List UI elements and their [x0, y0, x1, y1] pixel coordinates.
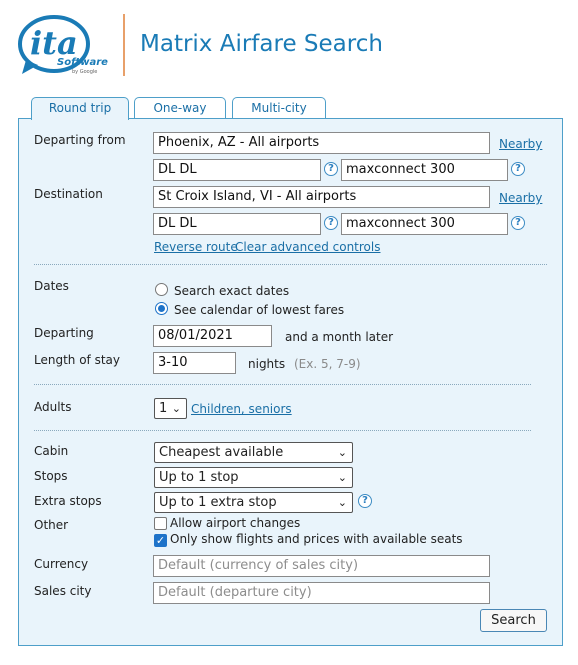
cabin-select-value: Cheapest available: [159, 445, 284, 460]
logo-by-google: by Google: [72, 69, 98, 75]
length-of-stay-label: Length of stay: [34, 353, 120, 367]
length-of-stay-example: (Ex. 5, 7-9): [294, 357, 361, 371]
ita-software-logo: [16, 12, 108, 78]
destination-label: Destination: [34, 187, 103, 201]
section-divider: [34, 430, 531, 431]
stops-select[interactable]: [154, 467, 353, 488]
search-button[interactable]: Search: [480, 609, 547, 632]
chevron-down-icon: ⌄: [337, 471, 347, 484]
cabin-select[interactable]: [154, 442, 353, 463]
currency-label: Currency: [34, 557, 89, 571]
logo-wordmark: ita: [30, 24, 78, 62]
only-available-seats-checkbox[interactable]: ✓: [155, 534, 166, 547]
chevron-down-icon: ⌄: [337, 496, 347, 509]
departing-routing-input[interactable]: maxconnect 300: [341, 159, 508, 181]
dates-label: Dates: [34, 279, 69, 293]
departing-carriers-input[interactable]: DL DL: [153, 159, 321, 181]
tab-one-way[interactable]: One-way: [134, 97, 226, 119]
sales-city-input[interactable]: Default (departure city): [153, 582, 490, 604]
stops-select-value: Up to 1 stop: [159, 470, 239, 485]
allow-airport-changes-checkbox[interactable]: [154, 517, 167, 530]
help-icon[interactable]: ?: [511, 162, 525, 176]
length-of-stay-input[interactable]: 3-10: [153, 352, 236, 374]
calendar-fares-label: See calendar of lowest fares: [174, 303, 345, 317]
stops-label: Stops: [34, 469, 68, 483]
destination-input[interactable]: St Croix Island, VI - All airports: [153, 186, 490, 208]
tab-round-trip[interactable]: Round trip: [31, 97, 129, 120]
logo-software: Software: [57, 57, 108, 68]
adults-select-value: 1: [159, 401, 168, 416]
nights-unit: nights: [248, 357, 286, 371]
help-icon[interactable]: ?: [511, 216, 525, 230]
departing-nearby-link[interactable]: Nearby: [499, 137, 543, 151]
destination-routing-input[interactable]: maxconnect 300: [341, 213, 508, 235]
logo-graphic: [16, 12, 108, 78]
departing-date-suffix: and a month later: [285, 330, 394, 344]
sales-city-label: Sales city: [34, 584, 92, 598]
tab-multi-city[interactable]: Multi-city: [232, 97, 326, 119]
only-available-seats-label: Only show flights and prices with available seats: [170, 532, 463, 546]
calendar-fares-radio[interactable]: [155, 302, 168, 315]
children-seniors-link[interactable]: Children, seniors: [191, 402, 292, 416]
other-label: Other: [34, 518, 69, 532]
reverse-route-link[interactable]: Reverse route: [154, 240, 238, 254]
section-divider: [34, 384, 531, 385]
departing-from-label: Departing from: [34, 133, 126, 147]
departing-date-input[interactable]: 08/01/2021: [153, 325, 272, 347]
currency-input[interactable]: Default (currency of sales city): [153, 555, 490, 577]
allow-airport-changes-label: Allow airport changes: [170, 516, 301, 530]
exact-dates-label: Search exact dates: [174, 284, 290, 298]
extra-stops-select-value: Up to 1 extra stop: [159, 495, 277, 510]
adults-label: Adults: [34, 400, 72, 414]
chevron-down-icon: ⌄: [337, 446, 347, 459]
destination-nearby-link[interactable]: Nearby: [499, 191, 543, 205]
cabin-label: Cabin: [34, 444, 69, 458]
departing-date-label: Departing: [34, 326, 94, 340]
help-icon[interactable]: ?: [324, 216, 338, 230]
adults-select[interactable]: [154, 398, 187, 419]
chevron-down-icon: ⌄: [171, 402, 181, 415]
page-title: Matrix Airfare Search: [140, 31, 383, 57]
extra-stops-label: Extra stops: [34, 494, 102, 508]
clear-advanced-controls-link[interactable]: Clear advanced controls: [235, 240, 381, 254]
section-divider: [34, 264, 547, 265]
help-icon[interactable]: ?: [358, 494, 372, 508]
destination-carriers-input[interactable]: DL DL: [153, 213, 321, 235]
departing-from-input[interactable]: Phoenix, AZ - All airports: [153, 132, 490, 154]
exact-dates-radio[interactable]: [155, 283, 168, 296]
header-divider: [123, 14, 125, 76]
help-icon[interactable]: ?: [324, 162, 338, 176]
extra-stops-select[interactable]: [154, 492, 353, 513]
